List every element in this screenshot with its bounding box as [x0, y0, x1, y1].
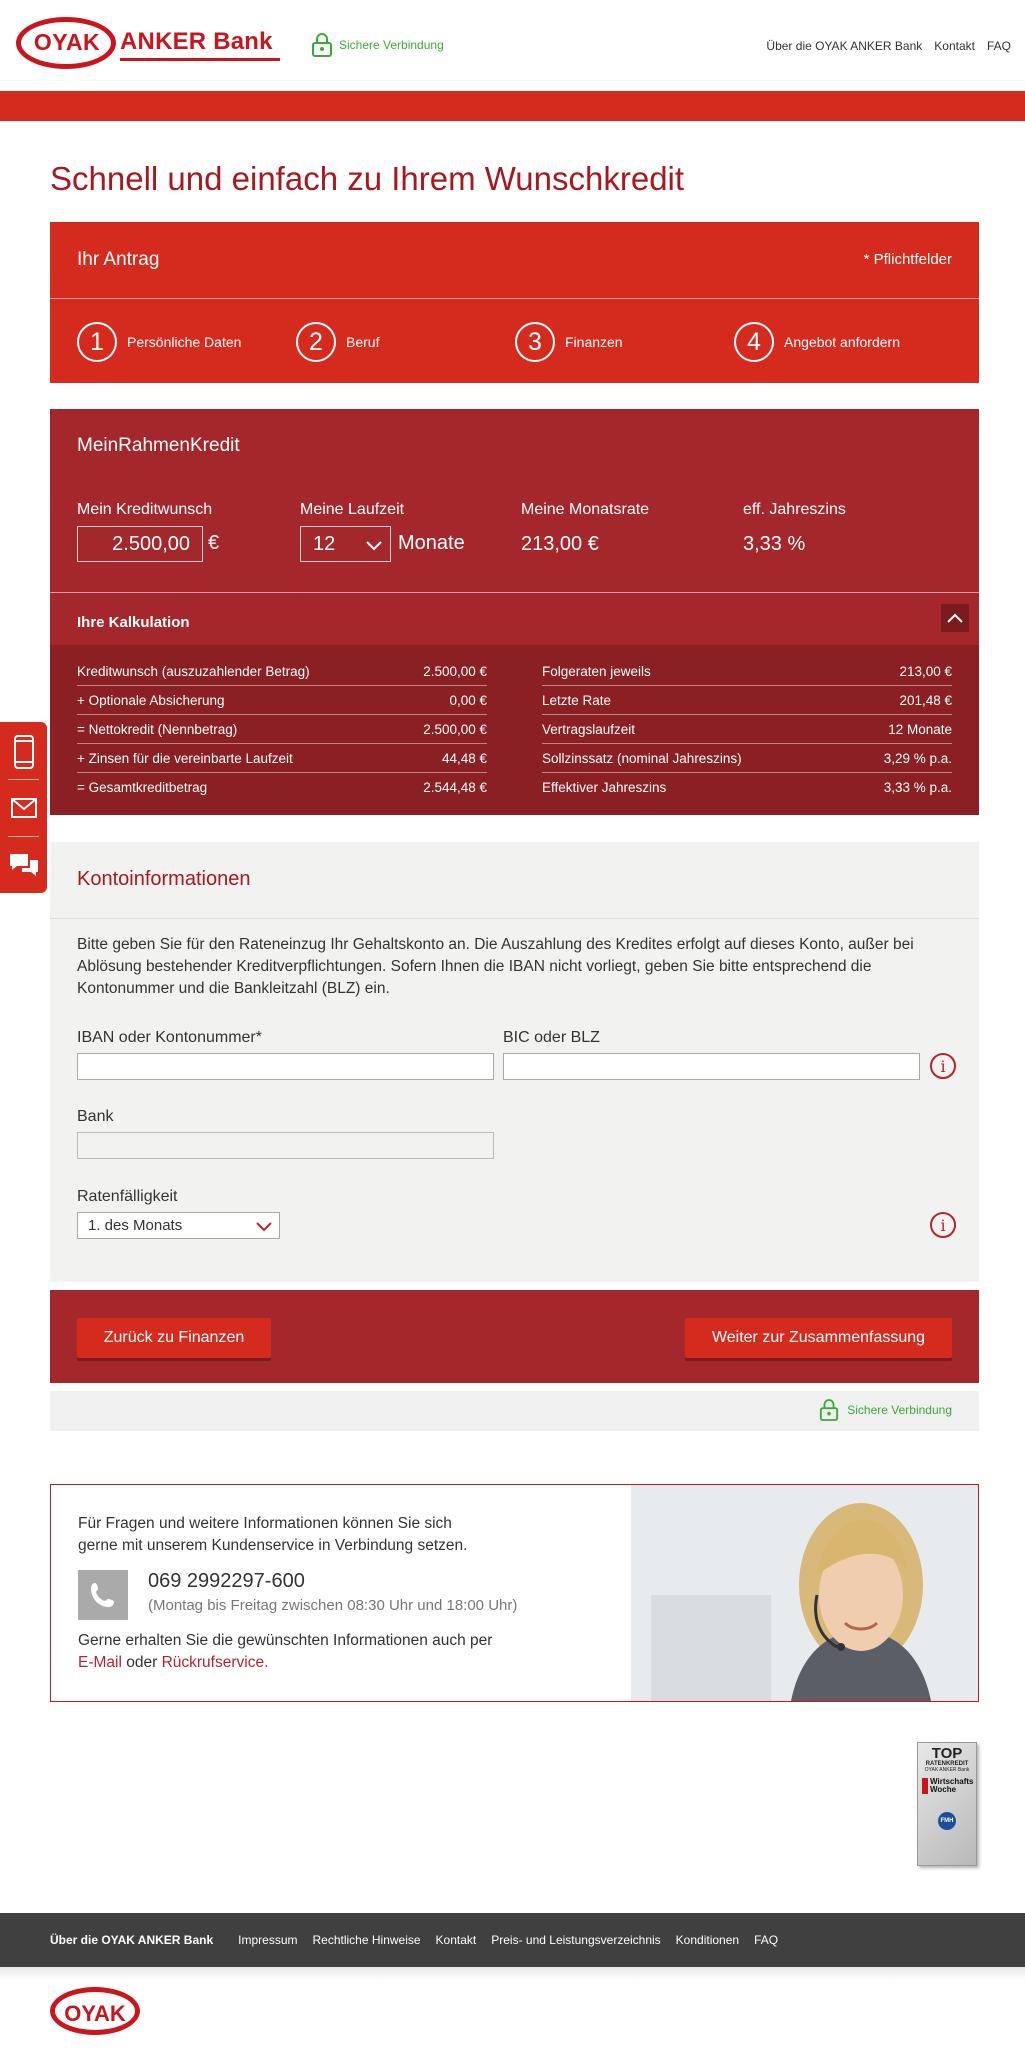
table-row — [542, 744, 952, 773]
row-value: 2.500,00 € — [423, 721, 487, 737]
smartphone-icon — [13, 735, 35, 769]
table-row — [77, 773, 487, 802]
bank-input — [77, 1132, 494, 1159]
row-value: 12 Monate — [888, 721, 952, 737]
step-number: 4 — [734, 322, 774, 362]
logo-underline — [120, 58, 280, 61]
row-value: 213,00 € — [899, 663, 952, 679]
monthly-rate-column — [521, 501, 649, 556]
row-value: 44,48 € — [441, 750, 487, 766]
secure-connection-badge — [819, 1399, 952, 1421]
footer-conditions[interactable]: Konditionen — [675, 1933, 740, 1947]
footer-links — [50, 1933, 778, 1947]
bic-label: BIC oder BLZ — [503, 1029, 600, 1046]
mail-links — [78, 1652, 492, 1674]
contact-text — [78, 1513, 498, 1557]
service-agent-image — [631, 1485, 979, 1701]
chevron-down-icon — [364, 535, 384, 555]
footer-about[interactable]: Über die OYAK ANKER Bank — [50, 1933, 214, 1947]
step-personal-data[interactable] — [77, 322, 241, 362]
row-value: 3,33 % p.a. — [883, 780, 952, 795]
credit-title: MeinRahmenKredit — [77, 435, 240, 456]
interest-column — [743, 501, 846, 556]
contact-mail-text — [78, 1630, 492, 1674]
account-info-panel — [50, 842, 979, 1282]
seal-fmh — [938, 1812, 956, 1830]
info-icon[interactable]: i — [930, 1053, 956, 1079]
account-info-title: Kontoinformationen — [77, 868, 251, 890]
chevron-up-icon — [946, 612, 964, 624]
row-label: Kreditwunsch (auszuzahlender Betrag) — [77, 663, 310, 679]
term-unit: Monate — [398, 532, 465, 554]
row-label: Sollzinssatz (nominal Jahreszins) — [542, 750, 742, 766]
info-icon[interactable]: i — [930, 1212, 956, 1238]
footer — [0, 1913, 1025, 1967]
service-agent-photo — [631, 1485, 979, 1701]
secure-connection-bar — [50, 1391, 979, 1431]
side-contact-bar — [0, 722, 47, 893]
account-info-text: Bitte geben Sie für den Rateneinzug Ihr Gehaltskonto an. Die Auszahlung des Kredites erfolgt auf dieses Konto, außer bei Ablösung bestehender Kreditverpflichtungen. Sofern Ihnen die IBAN nicht vorliegt, geben Sie bitte entsprechend die Kontonummer und die Bankleitzahl (BLZ) ein. — [77, 936, 914, 997]
seal-wiwo — [922, 1778, 972, 1794]
footer-faq[interactable]: FAQ — [754, 1933, 779, 1947]
divider — [50, 918, 979, 919]
phone-hours: (Montag bis Freitag zwischen 08:30 Uhr und 18:00 Uhr) — [148, 1597, 518, 1614]
table-row — [542, 773, 952, 802]
step-number: 1 — [77, 322, 117, 362]
seal-wiwo-2: Woche — [922, 1786, 972, 1794]
table-row — [77, 686, 487, 715]
lock-icon — [311, 33, 333, 57]
nav-contact[interactable]: Kontakt — [934, 39, 975, 53]
row-value: 0,00 € — [449, 692, 487, 708]
row-label: = Nettokredit (Nennbetrag) — [77, 721, 238, 737]
table-row — [77, 715, 487, 744]
contact-text-line1: Für Fragen und weitere Informationen können Sie sich — [78, 1515, 452, 1532]
seal-bank: OYAK ANKER Bank — [924, 1767, 970, 1773]
application-panel — [50, 222, 979, 383]
step-job[interactable] — [296, 322, 379, 362]
footer-impressum[interactable]: Impressum — [238, 1933, 298, 1947]
calculation-title: Ihre Kalkulation — [77, 614, 190, 631]
or-text: oder — [126, 1654, 158, 1671]
table-row — [77, 657, 487, 686]
calculation-left-column — [77, 657, 487, 802]
monthly-rate-label: Meine Monatsrate — [521, 501, 650, 518]
calculation-right-column — [542, 657, 952, 802]
term-label: Meine Laufzeit — [300, 501, 405, 518]
page-title: Schnell und einfach zu Ihrem Wunschkredit — [50, 160, 685, 197]
row-value: 2.500,00 € — [423, 663, 487, 679]
term-select[interactable] — [300, 526, 391, 562]
nav-faq[interactable]: FAQ — [986, 39, 1011, 53]
footer-price-list[interactable]: Preis- und Leistungsverzeichnis — [491, 1933, 661, 1947]
rate-due-label: Ratenfälligkeit — [77, 1188, 178, 1205]
row-value: 3,29 % p.a. — [883, 750, 952, 766]
seal-fmh-label: FMH — [940, 1818, 954, 1824]
required-fields-note: * Pflichtfelder — [863, 251, 952, 268]
term-column — [300, 501, 404, 519]
footer-logo-text: OYAK — [64, 2001, 126, 2026]
step-number: 2 — [296, 322, 336, 362]
mail-line: Gerne erhalten Sie die gewünschten Informationen auch per — [78, 1632, 493, 1649]
step-request-offer[interactable] — [734, 322, 900, 362]
chat-bubbles-icon — [9, 852, 39, 878]
footer-bottom — [0, 1967, 1025, 2057]
bank-label: Bank — [77, 1108, 114, 1125]
step-label: Beruf — [346, 334, 380, 350]
row-label: Folgeraten jeweils — [542, 663, 651, 679]
table-row — [77, 744, 487, 773]
seal-sub: RATENKREDIT — [925, 1761, 969, 1767]
bic-input[interactable] — [503, 1053, 920, 1080]
iban-label: IBAN oder Kontonummer* — [77, 1029, 262, 1046]
contact-box — [50, 1484, 979, 1702]
top-nav — [766, 39, 1011, 53]
calculation-table — [50, 645, 979, 815]
step-finances[interactable] — [515, 322, 623, 362]
phone-icon — [78, 1570, 128, 1620]
phone-handset-icon — [88, 1580, 118, 1610]
step-label: Finanzen — [565, 334, 623, 350]
back-button[interactable]: Zurück zu Finanzen — [77, 1318, 271, 1358]
logo-anker-text: ANKER Bank — [120, 28, 273, 55]
credit-amount-input[interactable]: 2.500,00 — [77, 526, 203, 562]
secure-connection-label: Sichere Verbindung — [339, 38, 444, 52]
credit-panel — [50, 409, 979, 815]
application-title: Ihr Antrag — [77, 249, 160, 270]
rate-due-value: 1. des Monats — [88, 1217, 183, 1234]
callback-link[interactable]: Rückrufservice. — [161, 1654, 269, 1671]
email-link[interactable]: E-Mail — [78, 1654, 122, 1671]
table-row — [542, 657, 952, 686]
step-number: 3 — [515, 322, 555, 362]
header — [0, 0, 1025, 91]
step-label: Persönliche Daten — [127, 334, 242, 350]
row-label: Letzte Rate — [542, 692, 612, 708]
row-label: + Optionale Absicherung — [77, 692, 225, 708]
chevron-down-icon — [255, 1217, 273, 1235]
bank-logo[interactable] — [16, 17, 281, 69]
footer-contact[interactable]: Kontakt — [435, 1933, 477, 1947]
credit-wish-column — [77, 501, 212, 519]
row-label: Vertragslaufzeit — [542, 721, 636, 737]
row-label: = Gesamtkreditbetrag — [77, 780, 208, 795]
euro-sign: € — [208, 532, 220, 554]
nav-about[interactable]: Über die OYAK ANKER Bank — [766, 39, 923, 53]
row-value: 201,48 € — [899, 692, 952, 708]
email-contact-button[interactable] — [0, 780, 47, 835]
divider — [50, 298, 979, 299]
collapse-calculation-button[interactable] — [941, 604, 969, 632]
lock-icon — [819, 1399, 839, 1421]
next-button[interactable]: Weiter zur Zusammenfassung — [685, 1318, 952, 1358]
divider — [50, 592, 979, 593]
secure-connection-badge — [311, 33, 444, 57]
chat-contact-button[interactable] — [0, 837, 47, 892]
rate-due-select[interactable] — [77, 1212, 280, 1239]
seal-top: TOP — [931, 1745, 963, 1762]
logo-oyak-text: OYAK — [33, 29, 101, 55]
footer-legal[interactable]: Rechtliche Hinweise — [312, 1933, 421, 1947]
row-value: 2.544,48 € — [423, 780, 487, 795]
interest-value: 3,33 % — [743, 533, 806, 555]
table-row — [542, 715, 952, 744]
envelope-icon — [11, 798, 37, 818]
action-bar — [50, 1290, 979, 1383]
credit-wish-label: Mein Kreditwunsch — [77, 501, 213, 518]
secure-connection-label: Sichere Verbindung — [847, 1403, 952, 1417]
iban-input[interactable] — [77, 1053, 494, 1080]
row-label: Effektiver Jahreszins — [542, 780, 667, 795]
term-value: 12 — [313, 532, 336, 555]
contact-text-line2: gerne mit unserem Kundenservice in Verbindung setzen. — [78, 1537, 468, 1554]
seal-wiwo-1: Wirtschafts — [922, 1778, 972, 1786]
step-label: Angebot anfordern — [784, 334, 900, 350]
interest-label: eff. Jahreszins — [743, 501, 846, 518]
phone-number[interactable]: 069 2992297-600 — [148, 1570, 305, 1592]
header-red-band — [0, 91, 1025, 121]
row-label: + Zinsen für die vereinbarte Laufzeit — [77, 750, 293, 766]
mobile-contact-button[interactable] — [0, 724, 47, 779]
table-row — [542, 686, 952, 715]
top-ratenkredit-seal — [917, 1742, 977, 1866]
footer-logo[interactable] — [50, 1987, 140, 2035]
monthly-rate-value: 213,00 € — [521, 533, 599, 555]
